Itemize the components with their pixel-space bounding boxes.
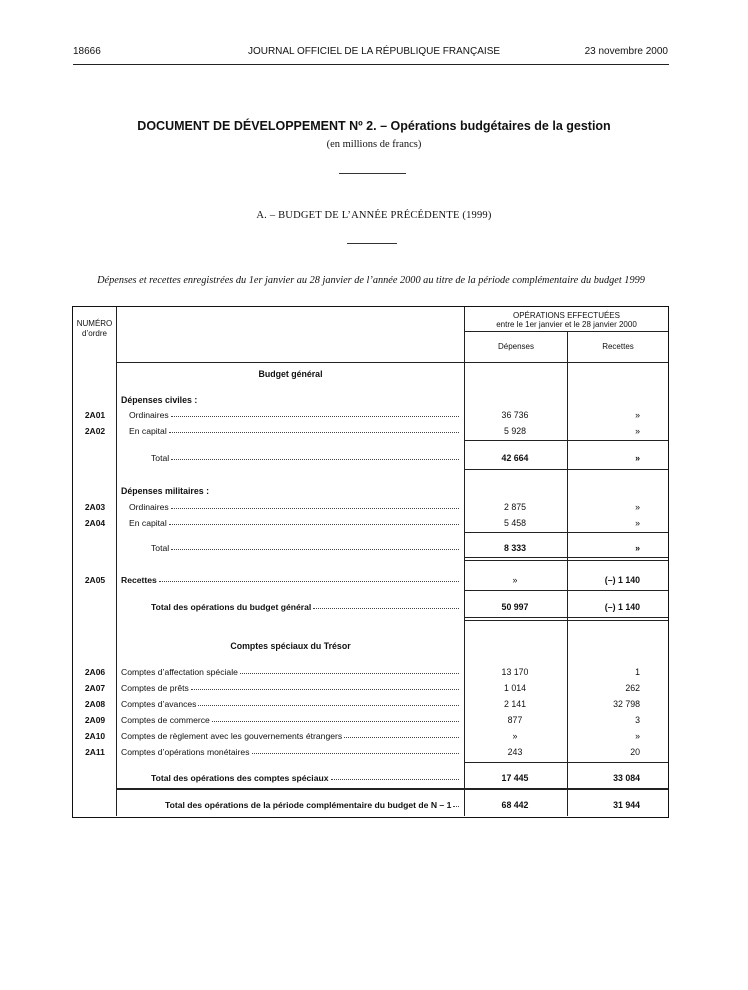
table-row: 2A03 Ordinaires 2 875 » [84, 502, 640, 512]
header-rule [464, 331, 668, 332]
header-rule [73, 64, 669, 65]
table-row: 2A01 Ordinaires 36 736 » [84, 410, 640, 420]
table-row: 2A07 Comptes de prêts 1 014 262 [84, 683, 640, 693]
table-row: 2A10 Comptes de règlement avec les gouvernements étrangers » » [84, 731, 640, 741]
col-header-recettes: Recettes [602, 342, 634, 351]
row-rule [464, 469, 668, 470]
table-row-total: Total des opérations du budget général 50 997 (–) 1 140 [151, 602, 640, 612]
section-comptes-speciaux: Comptes spéciaux du Trésor [230, 641, 351, 651]
table-row: 2A09 Comptes de commerce 877 3 [84, 715, 640, 725]
col-header-numero-sub: d’ordre [82, 329, 107, 338]
section-title: A. – BUDGET DE L’ANNÉE PRÉCÉDENTE (1999) [256, 210, 492, 221]
row-rule [464, 762, 668, 763]
document-title: DOCUMENT DE DÉVELOPPEMENT Nº 2. – Opérations budgétaires de la gestion [137, 119, 611, 133]
table-row: 2A11 Comptes d’opérations monétaires 243 20 [85, 747, 640, 757]
row-rule [464, 590, 668, 591]
operations-table [72, 306, 669, 818]
col-header-period: entre le 1er janvier et le 28 janvier 2000 [496, 320, 637, 329]
table-row-grand-total: Total des opérations de la période complémentaire du budget de N – 1 68 442 31 944 [165, 800, 640, 810]
table-row: 2A02 En capital 5 928 » [84, 426, 640, 436]
divider [347, 243, 397, 244]
col-header-numero: NUMÉRO [76, 319, 113, 328]
table-row: 2A06 Comptes d’affectation spéciale 13 170 1 [84, 667, 640, 677]
page-number: 18666 [73, 46, 101, 57]
col-header-depenses: Dépenses [497, 342, 535, 351]
journal-title: JOURNAL OFFICIEL DE LA RÉPUBLIQUE FRANÇAISE [247, 46, 501, 57]
issue-date: 23 novembre 2000 [584, 46, 668, 57]
table-row-total: Total des opérations des comptes spéciaux 17 445 33 084 [151, 773, 640, 783]
table-row: 2A08 Comptes d’avances 2 141 32 798 [84, 699, 640, 709]
divider [339, 173, 406, 174]
section-budget-general: Budget général [258, 369, 323, 379]
row-rule-double [464, 617, 668, 621]
row-rule [116, 788, 668, 790]
group-depenses-militaires: Dépenses militaires : [121, 486, 210, 496]
group-depenses-civiles: Dépenses civiles : [121, 395, 198, 405]
header-rule [116, 362, 668, 363]
document-subtitle: (en millions de francs) [326, 139, 422, 150]
row-rule [464, 440, 668, 441]
col-header-operations: OPÉRATIONS EFFECTUÉES [513, 311, 620, 320]
table-row-total: Total 42 664 » [151, 453, 640, 463]
table-row: 2A05 Recettes » (–) 1 140 [84, 575, 640, 585]
table-row-total: Total 8 333 » [151, 543, 640, 553]
table-row: 2A04 En capital 5 458 » [84, 518, 640, 528]
row-rule [464, 532, 668, 533]
intro-text: Dépenses et recettes enregistrées du 1er janvier au 28 janvier de l’année 2000 au titre de la période complémentaire du budget 1999 [97, 275, 645, 286]
row-rule-double [464, 557, 668, 561]
